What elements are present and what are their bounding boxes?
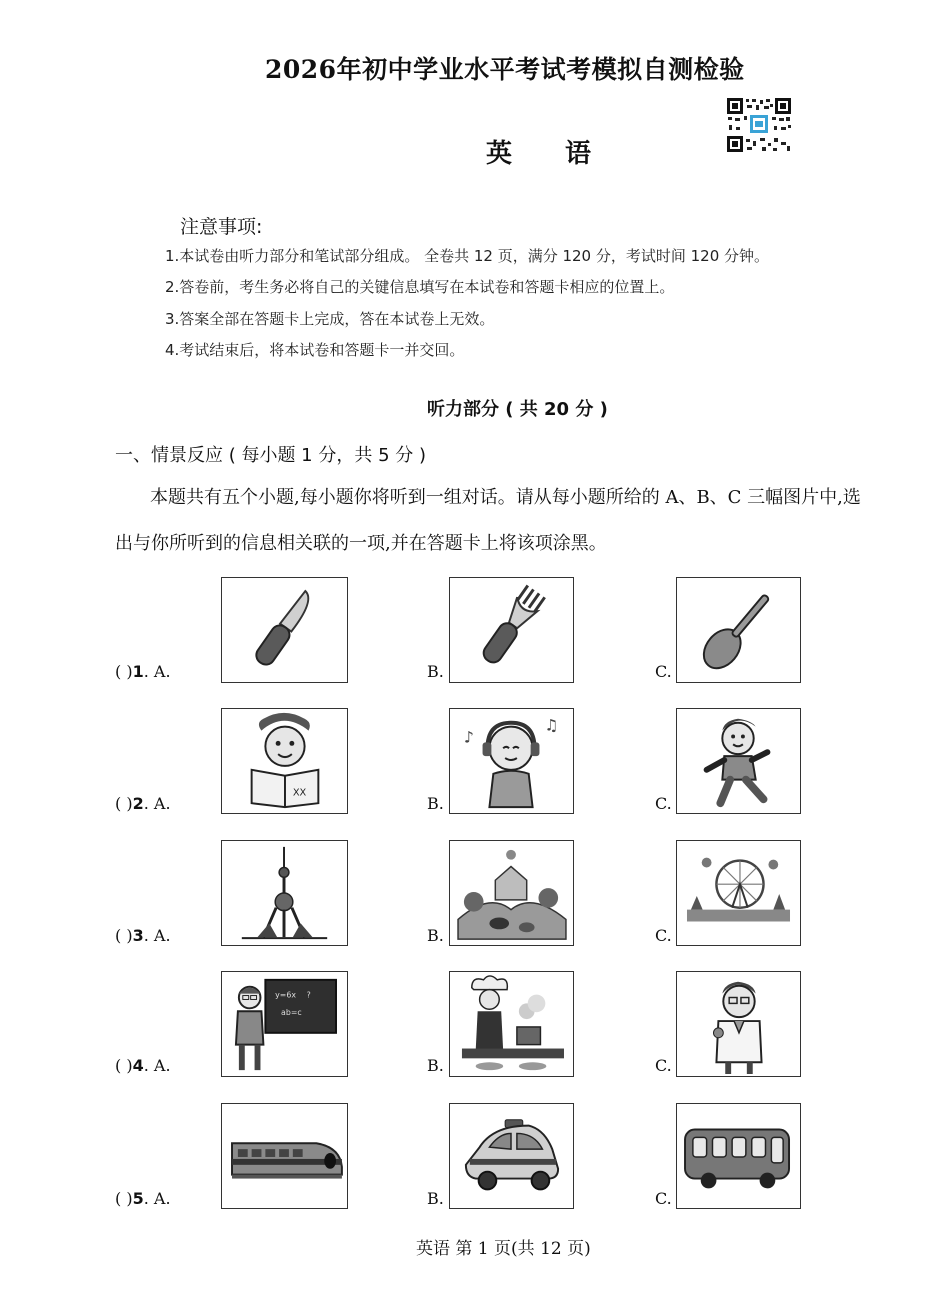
answer-bracket: ( ) (115, 1056, 133, 1075)
option-b-label: B. (427, 926, 444, 945)
question-label-1 (115, 662, 171, 681)
spoon-icon (676, 577, 801, 683)
tv-tower-icon (221, 840, 348, 946)
chef-icon (449, 971, 574, 1077)
page-footer: 英语 第 1 页(共 12 页) (416, 1239, 591, 1259)
question-number: 4 (132, 1056, 144, 1075)
answer-bracket: ( ) (115, 926, 133, 945)
option-b-label: B. (427, 662, 444, 681)
svg-text:♫: ♫ (544, 715, 559, 735)
girl-listening-music-icon (449, 708, 574, 814)
question-number: 1 (132, 662, 144, 681)
option-c-label: C. (655, 662, 672, 681)
option-a-label: . A. (143, 1189, 171, 1208)
option-b-label: B. (427, 1056, 444, 1075)
option-c-label: C. (655, 1189, 672, 1208)
question-label-2 (115, 794, 171, 813)
teacher-icon (221, 971, 348, 1077)
answer-bracket: ( ) (115, 794, 133, 813)
part-one-title: 一、情景反应 ( 每小题 1 分，共 5 分 ) (115, 445, 426, 466)
instruction-line: 出与你所听到的信息相关联的一项,并在答题卡上将该项涂黑。 (115, 533, 607, 554)
notes-title: 注意事项: (180, 216, 263, 238)
option-c-label: C. (655, 1056, 672, 1075)
note-item: 3.答案全部在答题卡上完成，答在本试卷上无效。 (165, 310, 495, 328)
question-number: 5 (132, 1189, 144, 1208)
subject-title: 英 语 (486, 139, 614, 169)
note-item: 4.考试结束后，将本试卷和答题卡一并交回。 (165, 341, 465, 359)
option-a-label: . A. (143, 662, 171, 681)
doctor-icon (676, 971, 801, 1077)
qr-code-icon (726, 97, 792, 153)
svg-text:XX: XX (292, 787, 307, 799)
question-number: 2 (132, 794, 144, 813)
option-b-label: B. (427, 1189, 444, 1208)
fork-icon (449, 577, 574, 683)
question-number: 3 (132, 926, 144, 945)
instruction-line: 本题共有五个小题,每小题你将听到一组对话。请从每小题所给的 A、B、C 三幅图片中,选 (150, 487, 861, 508)
knife-icon (221, 577, 348, 683)
question-label-3 (115, 926, 171, 945)
option-b-label: B. (427, 794, 444, 813)
question-label-4 (115, 1056, 171, 1075)
bus-icon (676, 1103, 801, 1209)
listening-section-title: 听力部分 ( 共 20 分 ) (427, 399, 608, 420)
train-icon (221, 1103, 348, 1209)
option-a-label: . A. (143, 1056, 171, 1075)
answer-bracket: ( ) (115, 1189, 133, 1208)
option-c-label: C. (655, 794, 672, 813)
option-a-label: . A. (143, 926, 171, 945)
option-c-label: C. (655, 926, 672, 945)
farm-icon (449, 840, 574, 946)
note-item: 2.答卷前，考生务必将自己的关键信息填写在本试卷和答题卡相应的位置上。 (165, 278, 675, 296)
question-label-5 (115, 1189, 171, 1208)
exam-title: 2026年初中学业水平考试考模拟自测检验 (265, 55, 745, 84)
answer-bracket: ( ) (115, 662, 133, 681)
taxi-icon (449, 1103, 574, 1209)
amusement-park-icon (676, 840, 801, 946)
svg-text:ab=c: ab=c (281, 1008, 302, 1018)
option-a-label: . A. (143, 794, 171, 813)
svg-text:y=6x: y=6x (275, 990, 296, 1000)
boy-reading-icon (221, 708, 348, 814)
svg-text:♪: ♪ (463, 727, 474, 747)
svg-text:?: ? (306, 990, 311, 1000)
note-item: 1.本试卷由听力部分和笔试部分组成。 全卷共 12 页，满分 120 分，考试时间 120 分钟。 (165, 247, 770, 265)
boy-running-icon (676, 708, 801, 814)
